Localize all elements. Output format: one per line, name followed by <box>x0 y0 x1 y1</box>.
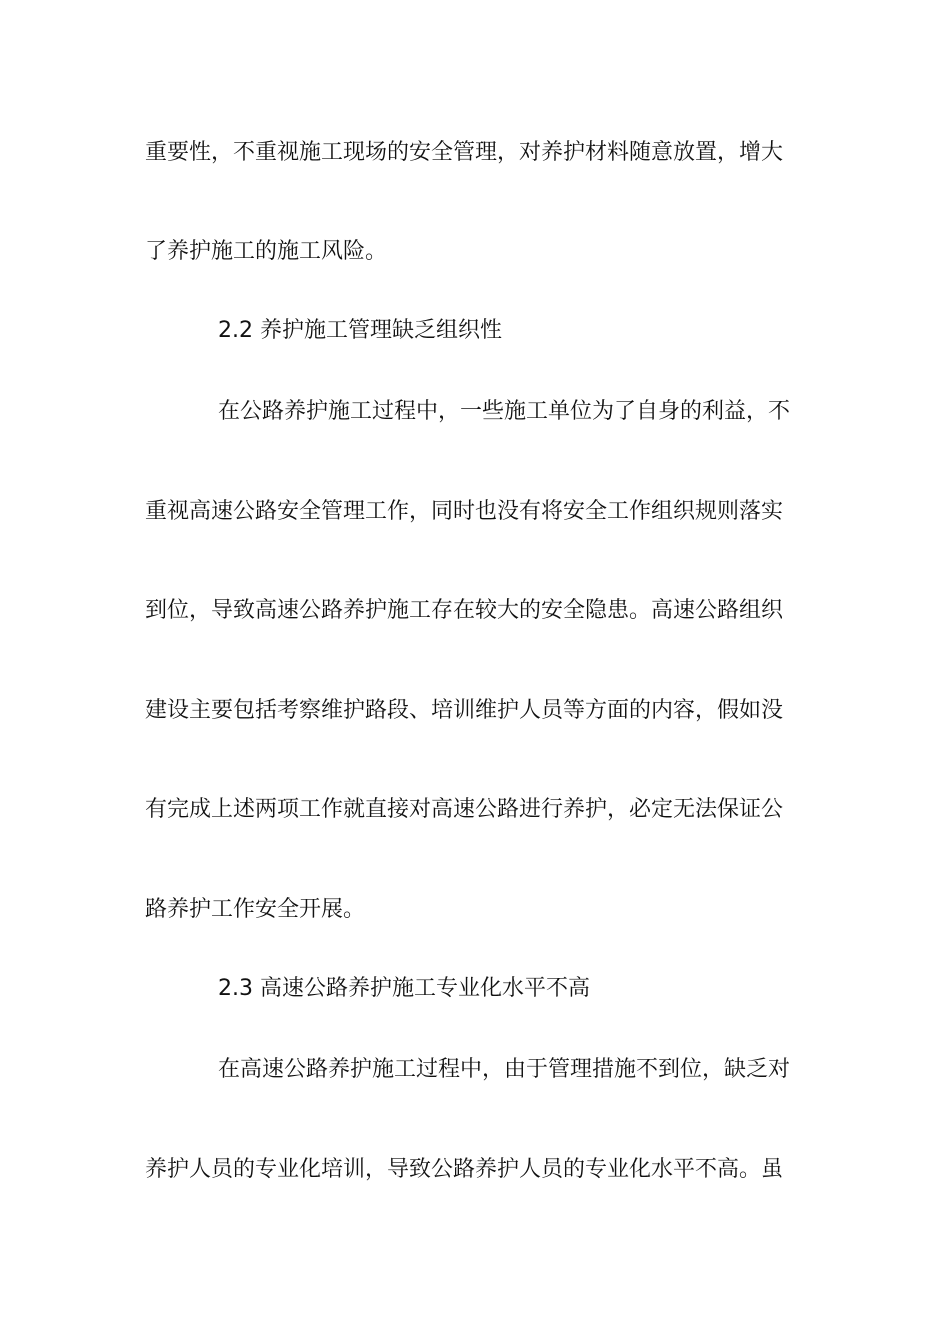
paragraph-line-1: 重要性，不重视施工现场的安全管理，对养护材料随意放置，增大 <box>145 140 784 165</box>
paragraph-line-9: 在高速公路养护施工过程中，由于管理措施不到位，缺乏对 <box>218 1057 791 1082</box>
paragraph-line-5: 到位，导致高速公路养护施工存在较大的安全隐患。高速公路组织 <box>145 598 784 623</box>
paragraph-line-10: 养护人员的专业化培训，导致公路养护人员的专业化水平不高。虽 <box>145 1157 784 1182</box>
paragraph-line-4: 重视高速公路安全管理工作，同时也没有将安全工作组织规则落实 <box>145 499 784 524</box>
paragraph-line-3: 在公路养护施工过程中，一些施工单位为了自身的利益，不 <box>218 399 791 424</box>
paragraph-line-8: 路养护工作安全开展。 <box>145 897 366 922</box>
paragraph-line-7: 有完成上述两项工作就直接对高速公路进行养护，必定无法保证公 <box>145 797 784 822</box>
paragraph-line-6: 建设主要包括考察维护路段、培训维护人员等方面的内容，假如没 <box>145 698 784 723</box>
section-heading-2-3: 2.3 高速公路养护施工专业化水平不高 <box>218 976 590 1001</box>
section-heading-2-2: 2.2 养护施工管理缺乏组织性 <box>218 318 502 343</box>
paragraph-line-2: 了养护施工的施工风险。 <box>145 239 388 264</box>
